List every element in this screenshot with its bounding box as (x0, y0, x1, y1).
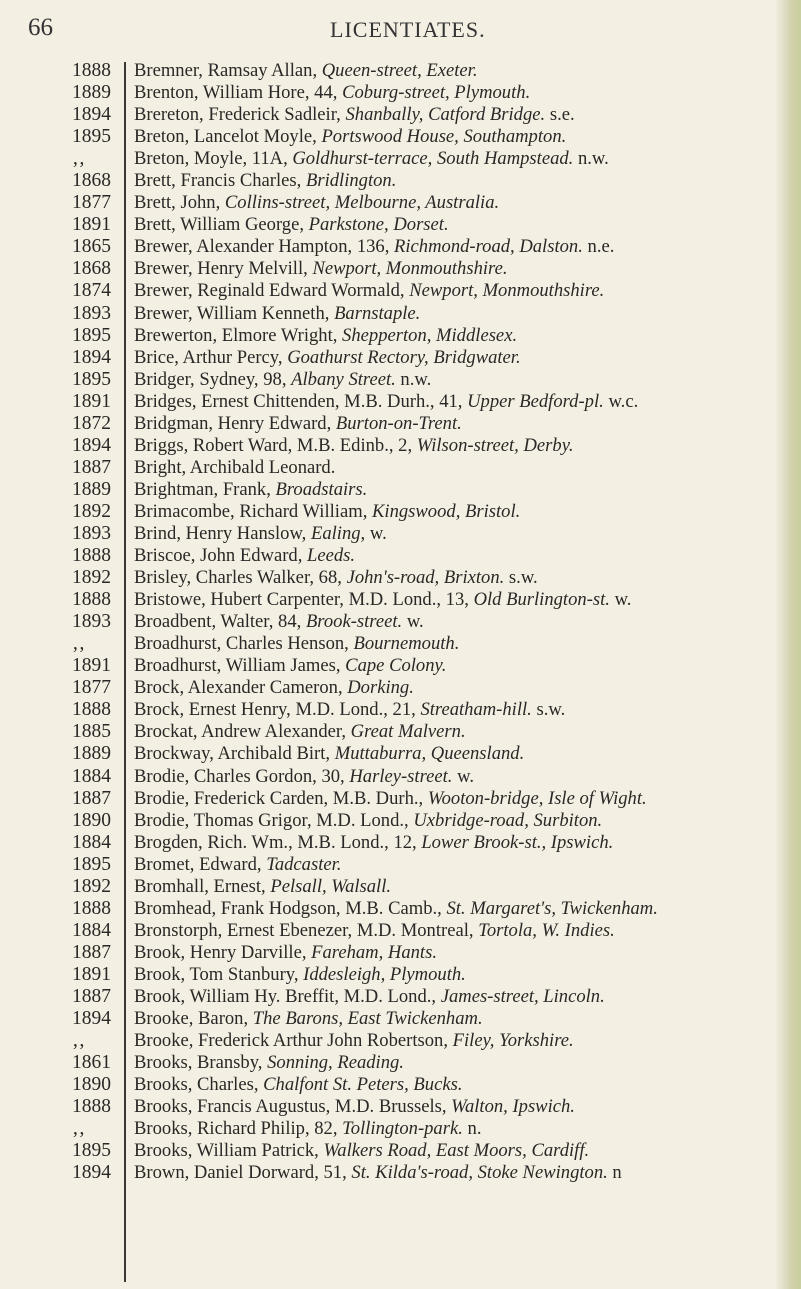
entry-year: 1887 (72, 985, 111, 1007)
entry-name: Bridger, Sydney, 98, (134, 368, 292, 390)
list-item (134, 1118, 784, 1140)
list-item (134, 1096, 784, 1118)
entry-name: Brice, Arthur Percy, (134, 346, 288, 368)
list-item (134, 721, 784, 743)
entry-name: Brewer, Alexander Hampton, 136, (134, 236, 395, 258)
entry-year: 1888 (72, 545, 111, 567)
entry-year: 1888 (72, 699, 111, 721)
entry-address: John's-road, Brixton. (346, 567, 505, 589)
entry-year: 1887 (72, 787, 111, 809)
entry-address: St. Kilda's-road, Stoke Newington. (351, 1162, 608, 1184)
list-item (134, 964, 784, 986)
list-item (134, 391, 784, 413)
entry-name: Brooke, Frederick Arthur John Robertson, (134, 1030, 453, 1052)
entry-year: 1894 (72, 346, 111, 368)
entry-year: 1868 (72, 170, 111, 192)
list-item (134, 743, 784, 765)
entry-name: Briggs, Robert Ward, M.B. Edinb., 2, (134, 434, 417, 456)
list-item (134, 677, 784, 699)
list-item (134, 258, 784, 280)
entry-year: 1888 (72, 897, 111, 919)
list-item (134, 104, 784, 126)
list-item (134, 986, 784, 1008)
entry-address: Muttaburra, Queensland. (334, 743, 525, 765)
entry-address: Upper Bedford-pl. (467, 390, 604, 412)
entry-name: Brock, Alexander Cameron, (134, 677, 348, 699)
entry-year: 1895 (72, 368, 111, 390)
entry-address: Chalfont St. Peters, Bucks. (263, 1074, 463, 1096)
entry-year: 1894 (72, 434, 111, 456)
entry-district: n.e. (582, 236, 615, 258)
entry-district: s.w. (531, 699, 566, 721)
entry-year: 1894 (72, 1162, 111, 1184)
list-item (134, 126, 784, 148)
entry-year: 1889 (72, 82, 111, 104)
entry-address: Kingswood, Bristol. (372, 500, 521, 522)
entry-name: Brett, Francis Charles, (134, 170, 306, 192)
entry-address: Walton, Ipswich. (451, 1096, 575, 1118)
list-item (134, 655, 784, 677)
list-item (134, 82, 784, 104)
entry-year: 1891 (72, 963, 111, 985)
entry-district: s.w. (504, 567, 538, 589)
entry-address: Tollington-park. (342, 1118, 463, 1140)
list-item (134, 898, 784, 920)
entry-address: Streatham-hill. (420, 699, 532, 721)
list-item (134, 589, 784, 611)
entry-address: Goldhurst-terrace, South Hampstead. (292, 148, 574, 170)
list-item (134, 280, 784, 302)
entry-address: Bridlington. (305, 170, 397, 192)
list-item (134, 369, 784, 391)
entry-address: Shanbally, Catford Bridge. (345, 104, 546, 126)
entry-year: 1888 (72, 589, 111, 611)
list-item (134, 170, 784, 192)
entry-address: Leeds. (307, 545, 356, 567)
entry-address: Collins-street, Melbourne, Australia. (224, 192, 500, 214)
entry-year: 1890 (72, 809, 111, 831)
page-number: 66 (28, 14, 53, 41)
entry-name: Brooks, Francis Augustus, M.D. Brussels, (134, 1096, 452, 1118)
entry-year: 1895 (72, 853, 111, 875)
entry-name: Briscoe, John Edward, (134, 545, 307, 567)
list-item (134, 347, 784, 369)
entry-address: Goathurst Rectory, Bridgwater. (287, 346, 521, 368)
entry-address: Filey, Yorkshire. (452, 1030, 574, 1052)
entry-address: Wooton-bridge, Isle of Wight. (427, 787, 647, 809)
entry-name: Brisley, Charles Walker, 68, (134, 567, 347, 589)
entry-name: Brimacombe, Richard William, (134, 500, 372, 522)
entry-name: Brockat, Andrew Alexander, (134, 721, 351, 743)
entry-name: Brodie, Charles Gordon, 30, (134, 765, 350, 787)
list-item (134, 479, 784, 501)
list-item (134, 1052, 784, 1074)
entry-address: Albany Street. (291, 368, 396, 390)
entry-name: Brereton, Frederick Sadleir, (134, 104, 346, 126)
entry-district: n.w. (573, 148, 609, 170)
entry-name: Brewer, Reginald Edward Wormald, (134, 280, 410, 302)
entry-address: Parkstone, Dorset. (308, 214, 449, 236)
list-item (134, 1008, 784, 1030)
entry-year: 1894 (72, 104, 111, 126)
entry-name: Brock, Ernest Henry, M.D. Lond., 21, (134, 699, 421, 721)
entry-district: n. (462, 1118, 482, 1140)
entry-name: Brockway, Archibald Birt, (134, 743, 335, 765)
entry-address: Bournemouth. (353, 633, 460, 655)
list-item (134, 920, 784, 942)
entry-name: Brind, Henry Hanslow, (134, 522, 311, 544)
year-column (72, 60, 122, 1184)
entry-name: Brodie, Frederick Carden, M.B. Durh., (134, 787, 428, 809)
entry-year: 1865 (72, 236, 111, 258)
entry-year: 1884 (72, 919, 111, 941)
entry-year: 1889 (72, 478, 111, 500)
entry-address: Sonning, Reading. (267, 1052, 404, 1074)
list-item (134, 1074, 784, 1096)
entry-address: Uxbridge-road, Surbiton. (413, 809, 603, 831)
entry-year: 1889 (72, 743, 111, 765)
entry-name: Brewer, William Kenneth, (134, 302, 335, 324)
page-header (0, 8, 801, 48)
entry-address: Portswood House, Southampton. (321, 126, 567, 148)
entry-name: Bromhead, Frank Hodgson, M.B. Camb., (134, 897, 447, 919)
entry-year: 1891 (72, 655, 111, 677)
entry-year: 1895 (72, 126, 111, 148)
entry-year: 1895 (72, 324, 111, 346)
list-item (134, 413, 784, 435)
list-item (134, 214, 784, 236)
entry-address: Newport, Monmouthshire. (409, 280, 605, 302)
entry-address: Walkers Road, East Moors, Cardiff. (323, 1140, 590, 1162)
list-item (134, 788, 784, 810)
entry-name: Brewerton, Elmore Wright, (134, 324, 343, 346)
entry-address: Old Burlington-st. (473, 589, 610, 611)
entry-address: Tadcaster. (266, 853, 342, 875)
entry-district: n.w. (395, 368, 432, 390)
entry-name: Brook, William Hy. Breffit, M.D. Lond., (134, 985, 441, 1007)
list-item (134, 1140, 784, 1162)
list-item (134, 523, 784, 545)
entry-district: s.e. (545, 104, 575, 126)
entries-column (134, 60, 784, 1184)
entry-year: 1888 (72, 60, 111, 81)
entry-name: Brook, Tom Stanbury, (134, 963, 304, 985)
entry-name: Brooks, Charles, (134, 1074, 264, 1096)
entry-name: Bremner, Ramsay Allan, (134, 60, 322, 81)
list-item (134, 236, 784, 258)
entry-name: Bromhall, Ernest, (134, 875, 271, 897)
entry-year: 1877 (72, 677, 111, 699)
entry-name: Bronstorph, Ernest Ebenezer, M.D. Montreal, (134, 919, 479, 941)
entry-year: 1892 (72, 500, 111, 522)
entry-year: 1887 (72, 941, 111, 963)
list-item (134, 325, 784, 347)
entry-address: Tortola, W. Indies. (478, 919, 615, 941)
entry-year: 1891 (72, 390, 111, 412)
entry-name: Bridges, Ernest Chittenden, M.B. Durh., 41, (134, 390, 468, 412)
entry-year: 1885 (72, 721, 111, 743)
list-item (134, 60, 784, 82)
list-item (134, 766, 784, 788)
entry-address: Newport, Monmouthshire. (312, 258, 508, 280)
entry-year: 1874 (72, 280, 111, 302)
entry-year: 1861 (72, 1052, 111, 1074)
entry-address: St. Margaret's, Twickenham. (446, 897, 658, 919)
list-item (134, 854, 784, 876)
entry-address: Ealing, (310, 522, 366, 544)
entry-year: 1893 (72, 522, 111, 544)
entry-name: Brooks, William Patrick, (134, 1140, 324, 1162)
entry-address: Iddesleigh, Plymouth. (303, 963, 466, 985)
entry-name: Breton, Moyle, 11A, (134, 148, 293, 170)
entry-address: Wilson-street, Derby. (416, 434, 574, 456)
entry-name: Brodie, Thomas Grigor, M.D. Lond., (134, 809, 414, 831)
entry-name: Brenton, William Hore, 44, (134, 82, 343, 104)
list-item (134, 810, 784, 832)
entry-name: Bromet, Edward, (134, 853, 267, 875)
entry-year: 1884 (72, 765, 111, 787)
entry-year: 1895 (72, 1140, 111, 1162)
entry-name: Breton, Lancelot Moyle, (134, 126, 322, 148)
entry-address: Fareham, Hants. (311, 941, 437, 963)
entry-address: Dorking. (347, 677, 414, 699)
entry-address: The Barons, East Twickenham. (252, 1008, 483, 1030)
column-rule (124, 62, 126, 1282)
entry-name: Bristowe, Hubert Carpenter, M.D. Lond., 13, (134, 589, 474, 611)
entry-name: Broadhurst, Charles Henson, (134, 633, 354, 655)
entry-address: Pelsall, Walsall. (270, 875, 392, 897)
list-item (134, 699, 784, 721)
entry-name: Brook, Henry Darville, (134, 941, 312, 963)
entry-year: 1893 (72, 302, 111, 324)
list-item (134, 876, 784, 898)
list-item (134, 303, 784, 325)
entry-name: Bridgman, Henry Edward, (134, 412, 336, 434)
entry-address: Coburg-street, Plymouth. (342, 82, 531, 104)
entry-address: Great Malvern. (350, 721, 466, 743)
entry-district: w. (365, 522, 387, 544)
entry-year: 1894 (72, 1008, 111, 1030)
entry-year: 1892 (72, 875, 111, 897)
entry-year: 1888 (72, 1096, 111, 1118)
entry-address: Richmond-road, Dalston. (394, 236, 583, 258)
entry-name: Brett, John, (134, 192, 225, 214)
list-item (134, 832, 784, 854)
entry-address: Broadstairs. (275, 478, 368, 500)
entry-address: James-street, Lincoln. (440, 985, 605, 1007)
list-item (134, 545, 784, 567)
entry-year: ‚‚ (72, 1118, 85, 1140)
entry-address: Cape Colony. (345, 655, 447, 677)
entry-address: Brook-street. (305, 611, 403, 633)
entry-year: ‚‚ (72, 148, 85, 170)
entry-district: n (607, 1162, 622, 1184)
entry-address: Queen-street, Exeter. (321, 60, 478, 81)
entry-year: 1877 (72, 192, 111, 214)
entry-district: w. (609, 589, 632, 611)
entry-name: Brightman, Frank, (134, 478, 276, 500)
entry-name: Brooks, Richard Philip, 82, (134, 1118, 343, 1140)
entry-name: Brooke, Baron, (134, 1008, 253, 1030)
list-item (134, 435, 784, 457)
entry-address: Shepperton, Middlesex. (342, 324, 518, 346)
list-item (134, 501, 784, 523)
entry-year: ‚‚ (72, 1030, 85, 1052)
running-title: LICENTIATES. (330, 17, 486, 42)
entry-address: Burton-on-Trent. (335, 412, 462, 434)
entry-address: Harley-street. (349, 765, 453, 787)
list-item (134, 633, 784, 655)
entry-year: 1887 (72, 456, 111, 478)
entry-year: 1891 (72, 214, 111, 236)
entry-name: Brown, Daniel Dorward, 51, (134, 1162, 352, 1184)
list-item (134, 457, 784, 479)
entry-district: w. (402, 611, 424, 633)
list-item (134, 1162, 784, 1184)
entry-name: Broadhurst, William James, (134, 655, 346, 677)
list-item (134, 611, 784, 633)
entry-district: w. (452, 765, 474, 787)
entry-name: Bright, Archibald Leonard. (134, 456, 336, 478)
entry-district: w.c. (603, 390, 639, 412)
entry-name: Brewer, Henry Melvill, (134, 258, 313, 280)
list-item (134, 148, 784, 170)
entry-name: Broadbent, Walter, 84, (134, 611, 306, 633)
entry-year: 1892 (72, 567, 111, 589)
entry-name: Brooks, Bransby, (134, 1052, 268, 1074)
entry-name: Brogden, Rich. Wm., M.B. Lond., 12, (134, 831, 422, 853)
list-item (134, 567, 784, 589)
entry-name: Brett, William George, (134, 214, 309, 236)
entry-year: ‚‚ (72, 633, 85, 655)
entry-year: 1872 (72, 412, 111, 434)
list-item (134, 942, 784, 964)
entry-year: 1893 (72, 611, 111, 633)
entry-year: 1868 (72, 258, 111, 280)
entry-year: 1884 (72, 831, 111, 853)
entry-address: Lower Brook-st., Ipswich. (421, 831, 614, 853)
list-item (134, 192, 784, 214)
entry-year: 1890 (72, 1074, 111, 1096)
entry-address: Barnstaple. (334, 302, 421, 324)
list-item (134, 1030, 784, 1052)
